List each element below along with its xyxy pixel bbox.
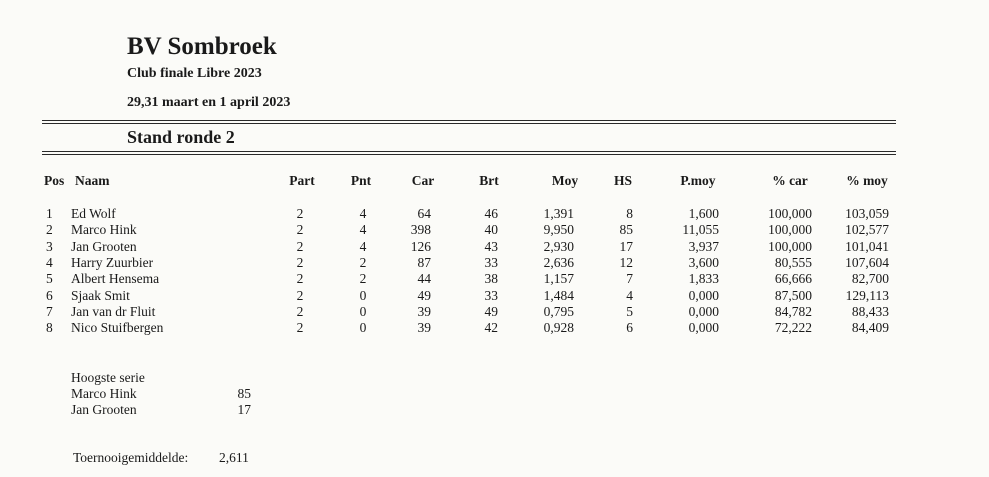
cell-car: 39 (417, 320, 431, 335)
cell-brt: 33 (484, 255, 498, 270)
cell-naam: Ed Wolf (71, 206, 116, 221)
col-header-brt: Brt (479, 173, 499, 188)
cell-pmoy: 11,055 (682, 222, 719, 237)
cell-car: 39 (417, 304, 431, 319)
divider-mid-2 (42, 154, 896, 155)
col-header-car: Car (411, 173, 435, 188)
col-header-pos: Pos (44, 173, 65, 188)
cell-pmoy: 0,000 (688, 320, 719, 335)
cell-pmoy: 3,937 (688, 239, 719, 254)
cell-pct-car: 100,000 (768, 206, 812, 221)
cell-pct-car: 80,555 (774, 255, 812, 270)
table-row (0, 288, 989, 304)
cell-pnt: 4 (359, 239, 367, 254)
cell-moy: 2,930 (543, 239, 574, 254)
cell-pct-moy: 88,433 (851, 304, 889, 319)
cell-brt: 43 (484, 239, 498, 254)
cell-brt: 42 (484, 320, 498, 335)
cell-naam: Nico Stuifbergen (71, 320, 164, 335)
cell-hs: 12 (619, 255, 633, 270)
cell-part: 2 (296, 222, 304, 237)
tournament-subtitle: Club finale Libre 2023 (127, 66, 262, 81)
cell-part: 2 (296, 239, 304, 254)
table-row (0, 271, 989, 287)
cell-naam: Jan Grooten (71, 239, 137, 254)
cell-hs: 8 (626, 206, 633, 221)
cell-part: 2 (296, 206, 304, 221)
col-header-hs: HS (613, 173, 633, 188)
cell-moy: 2,636 (543, 255, 574, 270)
cell-pct-car: 100,000 (768, 222, 812, 237)
cell-car: 44 (417, 271, 431, 286)
cell-brt: 40 (484, 222, 498, 237)
cell-part: 2 (296, 255, 304, 270)
cell-part: 2 (296, 320, 304, 335)
cell-brt: 38 (484, 271, 498, 286)
cell-pct-car: 84,782 (774, 304, 812, 319)
cell-pct-car: 100,000 (768, 239, 812, 254)
cell-pmoy: 0,000 (688, 288, 719, 303)
cell-pct-moy: 101,041 (845, 239, 889, 254)
highest-series-entry (0, 402, 400, 418)
cell-pnt: 4 (359, 206, 367, 221)
cell-pct-moy: 84,409 (851, 320, 889, 335)
cell-pos: 6 (46, 288, 53, 303)
cell-brt: 46 (484, 206, 498, 221)
cell-part: 2 (296, 288, 304, 303)
cell-pnt: 0 (359, 320, 367, 335)
cell-pos: 8 (46, 320, 53, 335)
cell-pnt: 2 (359, 271, 367, 286)
cell-car: 49 (417, 288, 431, 303)
cell-pct-car: 72,222 (774, 320, 812, 335)
cell-naam: Jan van dr Fluit (71, 304, 156, 319)
highest-series-entry (0, 386, 400, 402)
cell-hs: 5 (626, 304, 633, 319)
tournament-dates: 29,31 maart en 1 april 2023 (127, 95, 291, 110)
divider-top-1 (42, 120, 896, 121)
table-row (0, 320, 989, 336)
highest-series-value: 85 (237, 386, 251, 401)
cell-pct-moy: 103,059 (845, 206, 889, 221)
cell-hs: 85 (619, 222, 633, 237)
highest-series-name: Marco Hink (71, 386, 137, 401)
cell-car: 398 (410, 222, 431, 237)
cell-pos: 5 (46, 271, 53, 286)
cell-hs: 4 (626, 288, 633, 303)
tournament-average-label: Toernooigemiddelde: (73, 450, 189, 465)
cell-pct-moy: 102,577 (845, 222, 889, 237)
tournament-average-value: 2,611 (219, 450, 249, 465)
cell-moy: 0,795 (543, 304, 574, 319)
cell-pmoy: 1,833 (688, 271, 719, 286)
cell-pct-moy: 107,604 (845, 255, 889, 270)
col-header-moy: Moy (551, 173, 579, 188)
cell-pmoy: 3,600 (688, 255, 719, 270)
col-header-pmoy: P.moy (680, 173, 716, 188)
divider-top-2 (42, 123, 896, 124)
highest-series-title: Hoogste serie (71, 370, 145, 385)
club-name: BV Sombroek (127, 33, 277, 60)
cell-pct-car: 66,666 (774, 271, 812, 286)
divider-mid-1 (42, 151, 896, 152)
cell-naam: Albert Hensema (71, 271, 160, 286)
cell-pos: 7 (46, 304, 53, 319)
cell-pos: 2 (46, 222, 53, 237)
table-row (0, 255, 989, 271)
cell-car: 126 (410, 239, 431, 254)
cell-moy: 9,950 (543, 222, 574, 237)
table-row (0, 222, 989, 238)
table-row (0, 206, 989, 222)
cell-pnt: 0 (359, 288, 367, 303)
highest-series-value: 17 (237, 402, 251, 417)
cell-pct-car: 87,500 (774, 288, 812, 303)
cell-pmoy: 1,600 (688, 206, 719, 221)
cell-pos: 3 (46, 239, 53, 254)
cell-pnt: 4 (359, 222, 367, 237)
cell-brt: 49 (484, 304, 498, 319)
cell-pos: 4 (46, 255, 53, 270)
cell-naam: Marco Hink (71, 222, 137, 237)
cell-part: 2 (296, 271, 304, 286)
cell-naam: Harry Zuurbier (71, 255, 154, 270)
table-row (0, 239, 989, 255)
cell-pnt: 2 (359, 255, 367, 270)
cell-pmoy: 0,000 (688, 304, 719, 319)
col-header-part: Part (289, 173, 315, 188)
cell-moy: 0,928 (543, 320, 574, 335)
round-title: Stand ronde 2 (127, 127, 235, 147)
cell-car: 64 (417, 206, 431, 221)
cell-naam: Sjaak Smit (71, 288, 130, 303)
cell-pct-moy: 129,113 (845, 288, 889, 303)
col-header-pct-moy: % moy (846, 173, 888, 188)
highest-series-name: Jan Grooten (71, 402, 137, 417)
cell-moy: 1,391 (543, 206, 574, 221)
col-header-naam: Naam (75, 173, 110, 188)
cell-pnt: 0 (359, 304, 367, 319)
cell-hs: 7 (626, 271, 633, 286)
cell-car: 87 (417, 255, 431, 270)
cell-moy: 1,157 (543, 271, 574, 286)
cell-pos: 1 (46, 206, 53, 221)
cell-part: 2 (296, 304, 304, 319)
cell-brt: 33 (484, 288, 498, 303)
cell-hs: 6 (626, 320, 633, 335)
cell-hs: 17 (619, 239, 633, 254)
cell-moy: 1,484 (543, 288, 574, 303)
col-header-pct-car: % car (772, 173, 808, 188)
table-row (0, 304, 989, 320)
cell-pct-moy: 82,700 (851, 271, 889, 286)
col-header-pnt: Pnt (350, 173, 372, 188)
